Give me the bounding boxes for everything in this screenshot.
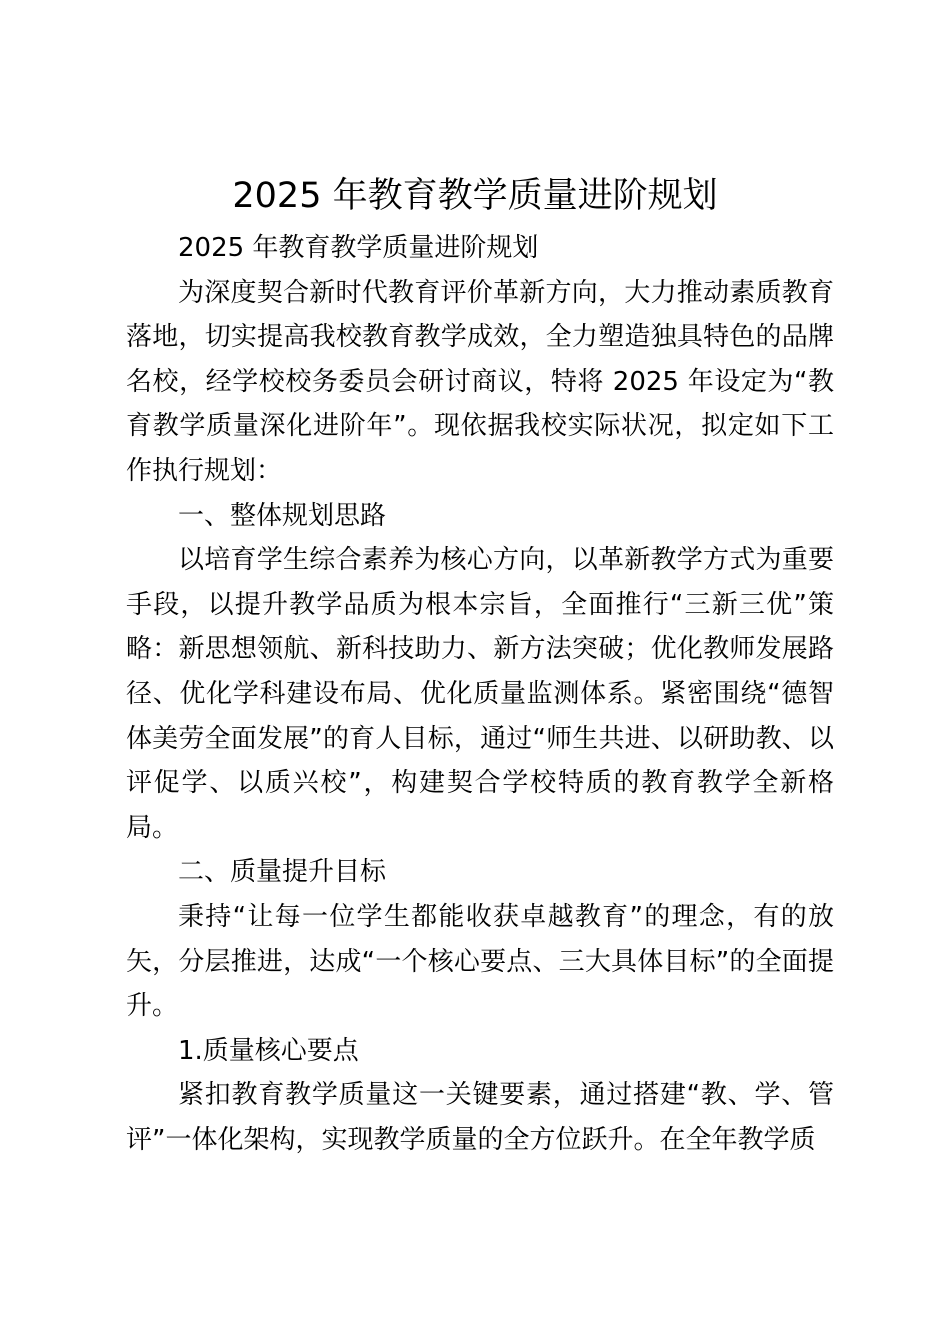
document-title: 2025 年教育教学质量进阶规划 xyxy=(232,176,718,216)
paragraph-subtitle: 2025 年教育教学质量进阶规划 xyxy=(178,233,539,263)
document-body xyxy=(126,226,834,1162)
subsection-heading-core-point: 1.质量核心要点 xyxy=(178,1035,359,1066)
paragraph-core-point: 紧扣教育教学质量这一关键要素，通过搭建“教、学、管评”一体化架构，实现教学质量的全方位跃升。在全年教学质 xyxy=(126,1080,834,1155)
paragraph-overall-approach: 以培育学生综合素养为核心方向，以革新教学方式为重要手段，以提升教学品质为根本宗旨，全面推行“三新三优”策略：新思想领航、新科技助力、新方法突破；优化教师发展路径、优化学科建设布局、优化质量监测体系。紧密围绕“德智体美劳全面发展”的育人目标，通过“师生共进、以研助教、以评促学、以质兴校”，构建契合学校特质的教育教学全新格局。 xyxy=(126,545,834,843)
paragraph-intro: 为深度契合新时代教育评价革新方向，大力推动素质教育落地，切实提高我校教育教学成效，全力塑造独具特色的品牌名校，经学校校务委员会研讨商议，特将 2025 年设定为“教育教学质量深化进阶年”。现依据我校实际状况，拟定如下工作执行规划： xyxy=(126,277,834,486)
section-heading-quality-goals: 二、质量提升目标 xyxy=(178,857,387,888)
section-heading-overall-approach: 一、整体规划思路 xyxy=(178,500,387,531)
paragraph-quality-goals: 秉持“让每一位学生都能收获卓越教育”的理念，有的放矢，分层推进，达成“一个核心要点、三大具体目标”的全面提升。 xyxy=(126,901,834,1022)
